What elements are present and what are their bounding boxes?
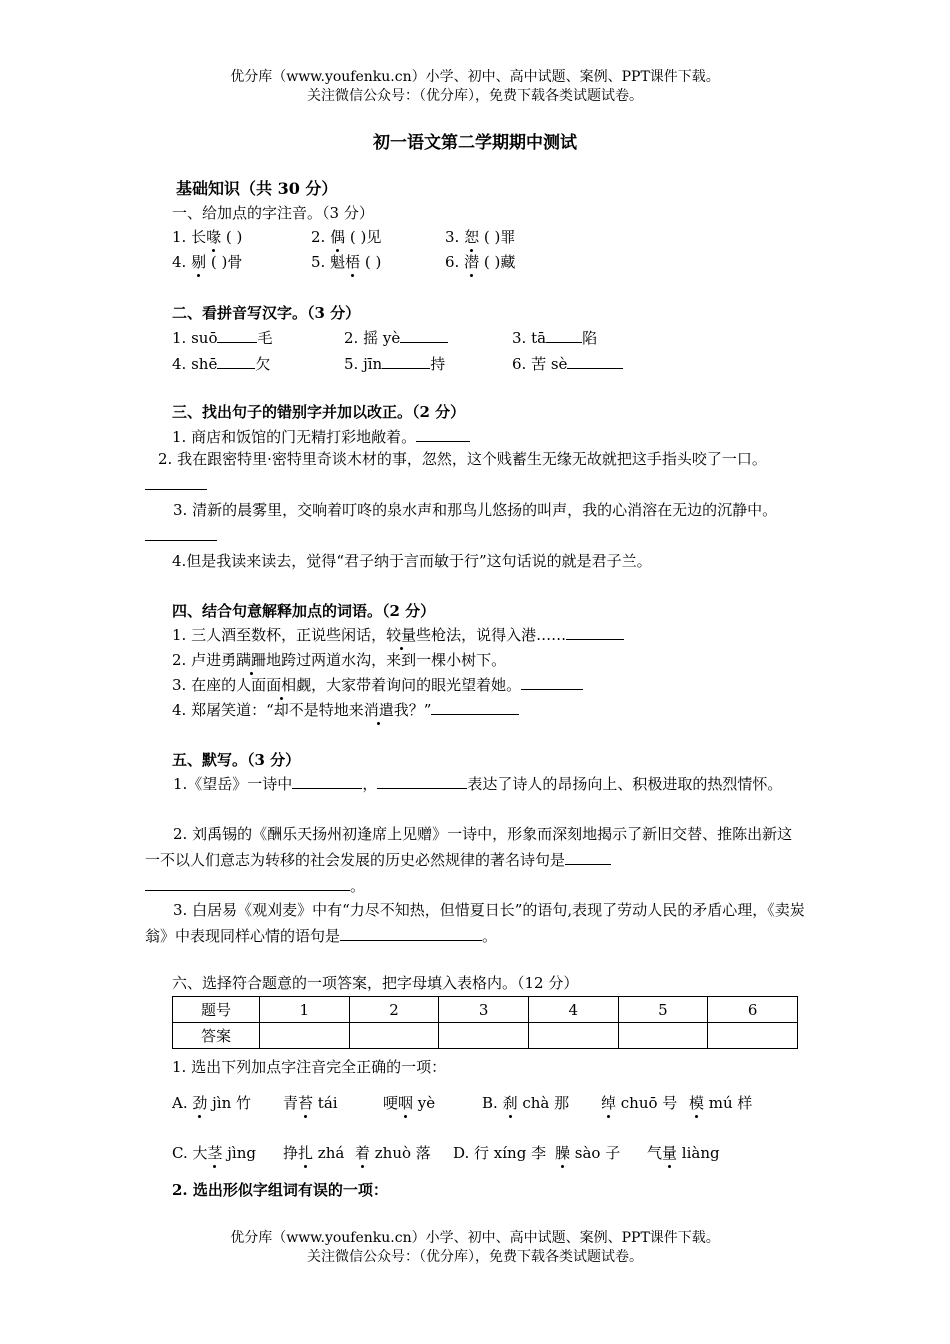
table-cell: 题号 [173,997,260,1023]
option-c-2: 挣扎 zhá [283,1144,345,1162]
q2-item-1: 1. suō 毛 [172,329,273,347]
option-a-3: 哽咽 yè [383,1094,436,1112]
q2-heading: 二、看拼音写汉字。（3 分） [172,304,361,322]
option-d-2: 臊 sào 子 [555,1144,621,1162]
option-a-1: A. 劲 jìn 竹 [172,1094,252,1112]
answer-cell-4[interactable] [528,1023,618,1049]
q1-item-2: 2. 偶 ( )见 [311,228,382,246]
q4-heading: 四、结合句意解释加点的词语。（2 分） [172,602,436,620]
answer-table-header-row [173,997,798,1023]
header-line-2: 关注微信公众号：（优分库），免费下载各类试题试卷。 [307,88,643,104]
q3-heading: 三、找出句子的错别字并加以改正。（2 分） [172,403,466,421]
header-line-1: 优分库（www.youfenku.cn）小学、初中、高中试题、案例、PPT课件下载。 [230,69,720,85]
q1-item-6: 6. 潜 ( )藏 [445,253,516,271]
q1-item-1: 1. 长喙 ( ) [172,228,243,246]
q4-sentence-2: 2. 卢进勇蹒跚地跨过两道水沟，来到一棵小树下。 [172,651,507,669]
q6-sub-question-1: 1. 选出下列加点字注音完全正确的一项： [172,1058,447,1076]
option-c-3: 着 zhuò 落 [355,1144,431,1162]
answer-cell-2[interactable] [349,1023,439,1049]
q2-item-4: 4. shē 欠 [172,355,271,373]
q5-item-2: 2. 刘禹锡的《酬乐天扬州初逢席上见赠》一诗中，形象而深刻地揭示了新旧交替、推陈出新这一不以人们意志为转移的社会发展的历史必然规律的著名诗句是 。 [145,825,793,895]
answer-cell-6[interactable] [708,1023,798,1049]
q3-sentence-4: 4.但是我读来读去，觉得“君子纳于言而敏于行”这句话说的就是君子兰。 [172,552,652,570]
answer-cell-3[interactable] [439,1023,529,1049]
option-d-3: 气量 liàng [647,1144,720,1162]
table-cell: 5 [618,997,708,1023]
footer-line-1: 优分库（www.youfenku.cn）小学、初中、高中试题、案例、PPT课件下载。 [230,1230,720,1246]
q2-item-6: 6. 苦 sè [512,353,623,374]
q3-sentence-1: 1. 商店和饭馆的门无精打彩地敞着。 [172,426,470,447]
option-c-1: C. 大茎 jìng [172,1144,256,1162]
q2-item-3: 3. tā 陷 [512,329,598,347]
q5-heading: 五、默写。（3 分） [172,751,301,769]
answer-table [172,996,798,1049]
table-cell: 4 [528,997,618,1023]
q1-item-3: 3. 恕 ( )罪 [445,228,516,246]
footer-line-2: 关注微信公众号：（优分库），免费下载各类试题试卷。 [307,1249,643,1265]
answer-cell-5[interactable] [618,1023,708,1049]
section-basic-knowledge: 基础知识（共 30 分） [176,179,338,198]
table-cell: 3 [439,997,529,1023]
q1-item-4: 4. 剔 ( )骨 [172,253,243,271]
q5-item-1: 1.《望岳》一诗中 ， 表达了诗人的昂扬向上、积极进取的热烈情怀。 [173,775,783,793]
answer-table-answer-row [173,1023,798,1049]
option-b-3: 模 mú 样 [689,1094,753,1112]
option-b-1: B. 刹 chà 那 [482,1094,570,1112]
q4-sentence-1: 1. 三人酒至数杯，正说些闲话，较量些枪法，说得入港…… [172,624,624,645]
q6-heading: 六、选择符合题意的一项答案，把字母填入表格内。（12 分） [172,974,579,992]
option-a-2: 青苔 tái [283,1094,338,1112]
answer-cell-1[interactable] [260,1023,350,1049]
table-cell: 1 [260,997,350,1023]
q2-item-5: 5. jīn 持 [344,355,446,373]
option-b-2: 绰 chuō 号 [601,1094,678,1112]
q5-item-3: 3. 白居易《观刈麦》中有“力尽不知热，但惜夏日长”的语句,表现了劳动人民的矛盾心理，《卖炭翁》中表现同样心情的语句是 。 [145,901,805,945]
table-cell: 2 [349,997,439,1023]
q2-item-2: 2. 摇 yè [344,327,448,348]
q3-sentence-2: 2. 我在跟密特里·密特里奇谈木材的事，忽然，这个贱蓄生无缘无故就把这手指头咬了一口。 [145,446,805,498]
q1-heading: 一、给加点的字注音。（3 分） [172,204,374,222]
option-d-1: D. 行 xíng 李 [453,1144,547,1162]
q6-sub-question-2: 2. 选出形似字组词有误的一项： [172,1181,388,1199]
table-cell: 答案 [173,1023,260,1049]
q4-sentence-4: 4. 郑屠笑道：“却不是特地来消遣我？” [172,699,519,720]
q3-sentence-3: 3. 清新的晨雾里，交响着叮咚的泉水声和那鸟儿悠扬的叫声，我的心消溶在无边的沉静中。 [145,497,805,549]
q1-item-5: 5. 魁梧 ( ) [311,253,382,271]
document-title: 初一语文第二学期期中测试 [373,133,577,153]
table-cell: 6 [708,997,798,1023]
q4-sentence-3: 3. 在座的人面面相觑，大家带着询问的眼光望着她。 [172,674,583,695]
